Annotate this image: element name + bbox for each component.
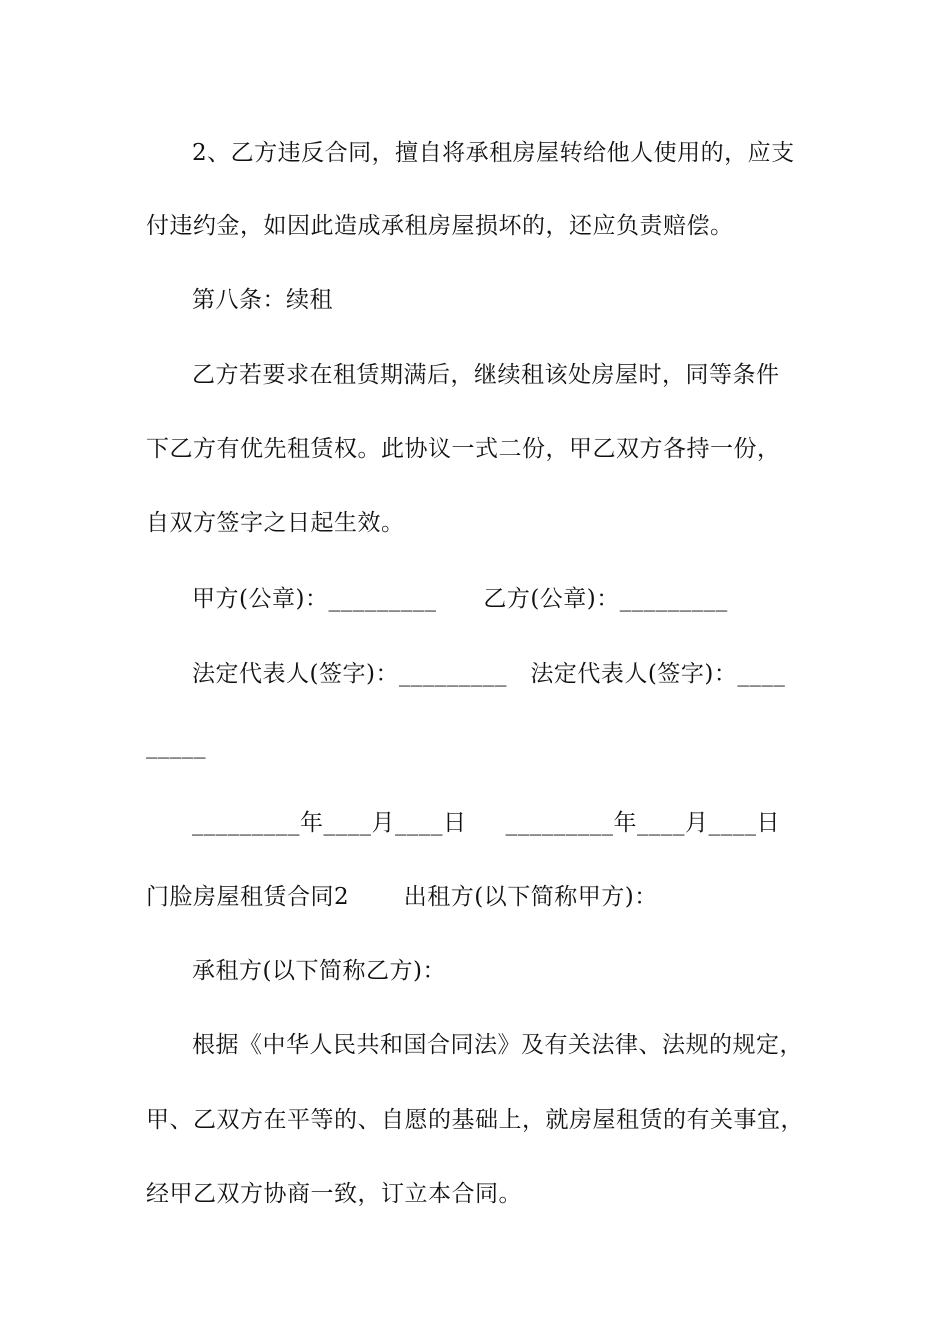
section-heading: 第八条：续租 xyxy=(192,287,333,313)
paragraph-line: 乙方若要求在租赁期满后，继续租该处房屋时，同等条件 xyxy=(192,362,780,388)
date-line: _________年____月____日 _________年____月____日 xyxy=(192,810,781,836)
paragraph-line: 付违约金，如因此造成承租房屋损坏的，还应负责赔偿。 xyxy=(146,213,734,239)
paragraph-line: 下乙方有优先租赁权。此协议一式二份，甲乙双方各持一份， xyxy=(146,436,781,462)
paragraph-line: 2、乙方违反合同，擅自将承租房屋转给他人使用的，应支 xyxy=(192,140,795,166)
signature-line: 法定代表人(签字)：_________ 法定代表人(签字)：____ xyxy=(192,661,786,687)
seal-line: 甲方(公章)：_________ 乙方(公章)：_________ xyxy=(192,586,728,612)
signature-line-continued: _____ xyxy=(146,733,206,759)
party-line: 承租方(以下简称乙方)： xyxy=(192,958,446,984)
paragraph-line: 根据《中华人民共和国合同法》及有关法律、法规的规定， xyxy=(192,1032,803,1058)
contract-title-line: 门脸房屋租赁合同2 出租方(以下简称甲方)： xyxy=(146,884,658,910)
paragraph-line: 经甲乙双方协商一致，订立本合同。 xyxy=(146,1181,522,1207)
paragraph-line: 甲、乙双方在平等的、自愿的基础上，就房屋租赁的有关事宜， xyxy=(146,1107,804,1133)
paragraph-line: 自双方签字之日起生效。 xyxy=(146,510,405,536)
